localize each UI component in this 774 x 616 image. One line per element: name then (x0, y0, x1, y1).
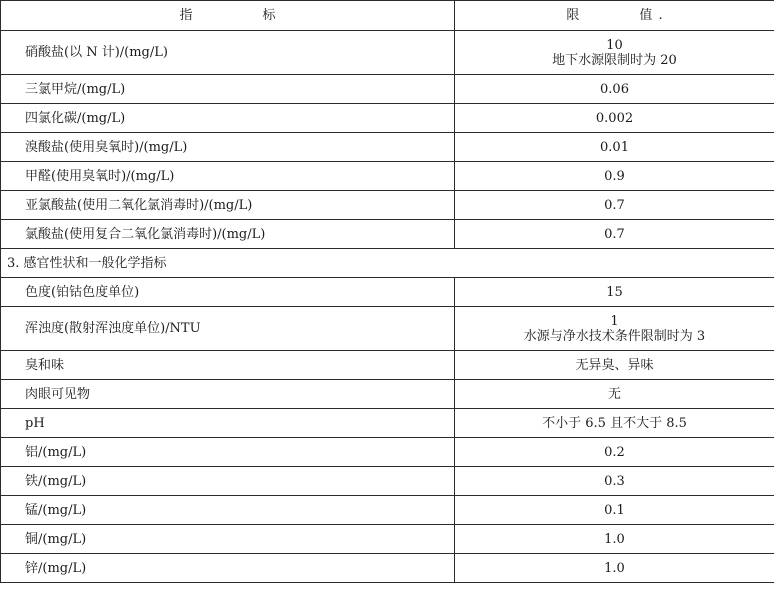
indicator-name: 锰/(mg/L) (1, 496, 455, 525)
table-row (1, 191, 774, 220)
table-row (1, 554, 774, 583)
indicator-name: 色度(铂钴色度单位) (1, 278, 455, 307)
indicator-name: 浑浊度(散射浑浊度单位)/NTU (1, 307, 455, 351)
indicator-name: 肉眼可见物 (1, 380, 455, 409)
limit-value: 0.7 (455, 191, 774, 220)
limit-note: 水源与净水技术条件限制时为 3 (523, 328, 706, 344)
limit-value: 无异臭、异味 (455, 351, 774, 380)
indicator-name: pH (1, 409, 455, 438)
table-row (1, 467, 774, 496)
table-row (1, 351, 774, 380)
table-row (1, 220, 774, 249)
limit-note: 地下水源限制时为 20 (552, 52, 677, 68)
limit-value: 0.1 (455, 496, 774, 525)
indicator-name: 锌/(mg/L) (1, 554, 455, 583)
section-row (1, 249, 774, 278)
limit-column-header: 限 值 . (455, 1, 774, 31)
limit-value: 不小于 6.5 且不大于 8.5 (455, 409, 774, 438)
indicator-column-header: 指 标 (1, 1, 455, 31)
table-row (1, 104, 774, 133)
limit-value: 15 (455, 278, 774, 307)
indicator-name: 甲醛(使用臭氧时)/(mg/L) (1, 162, 455, 191)
table-header-row (1, 1, 774, 31)
limit-value: 0.3 (455, 467, 774, 496)
limit-value: 0.9 (455, 162, 774, 191)
indicator-name: 三氯甲烷/(mg/L) (1, 75, 455, 104)
limit-value: 无 (455, 380, 774, 409)
indicator-name: 铝/(mg/L) (1, 438, 455, 467)
indicator-name: 铁/(mg/L) (1, 467, 455, 496)
table-row (1, 525, 774, 554)
limit-value: 0.7 (455, 220, 774, 249)
table-row (1, 307, 774, 351)
section-heading: 3. 感官性状和一般化学指标 (1, 249, 774, 278)
table-row (1, 75, 774, 104)
limit-value: 1 水源与净水技术条件限制时为 3 (455, 307, 774, 351)
limit-value: 0.2 (455, 438, 774, 467)
table-row (1, 162, 774, 191)
indicator-name: 氯酸盐(使用复合二氧化氯消毒时)/(mg/L) (1, 220, 455, 249)
limit-value: 0.01 (455, 133, 774, 162)
indicator-name: 臭和味 (1, 351, 455, 380)
limit-value: 1.0 (455, 525, 774, 554)
table-row (1, 133, 774, 162)
limit-value: 1.0 (455, 554, 774, 583)
indicator-name: 硝酸盐(以 N 计)/(mg/L) (1, 31, 455, 75)
limit-value: 0.06 (455, 75, 774, 104)
table-row (1, 438, 774, 467)
table-row (1, 496, 774, 525)
limit-value: 0.002 (455, 104, 774, 133)
table-row (1, 380, 774, 409)
table-row (1, 278, 774, 307)
indicator-name: 铜/(mg/L) (1, 525, 455, 554)
table-row (1, 31, 774, 75)
indicator-name: 溴酸盐(使用臭氧时)/(mg/L) (1, 133, 455, 162)
indicator-name: 四氯化碳/(mg/L) (1, 104, 455, 133)
table-row (1, 409, 774, 438)
indicator-name: 亚氯酸盐(使用二氧化氯消毒时)/(mg/L) (1, 191, 455, 220)
limit-value: 10 地下水源限制时为 20 (455, 31, 774, 75)
